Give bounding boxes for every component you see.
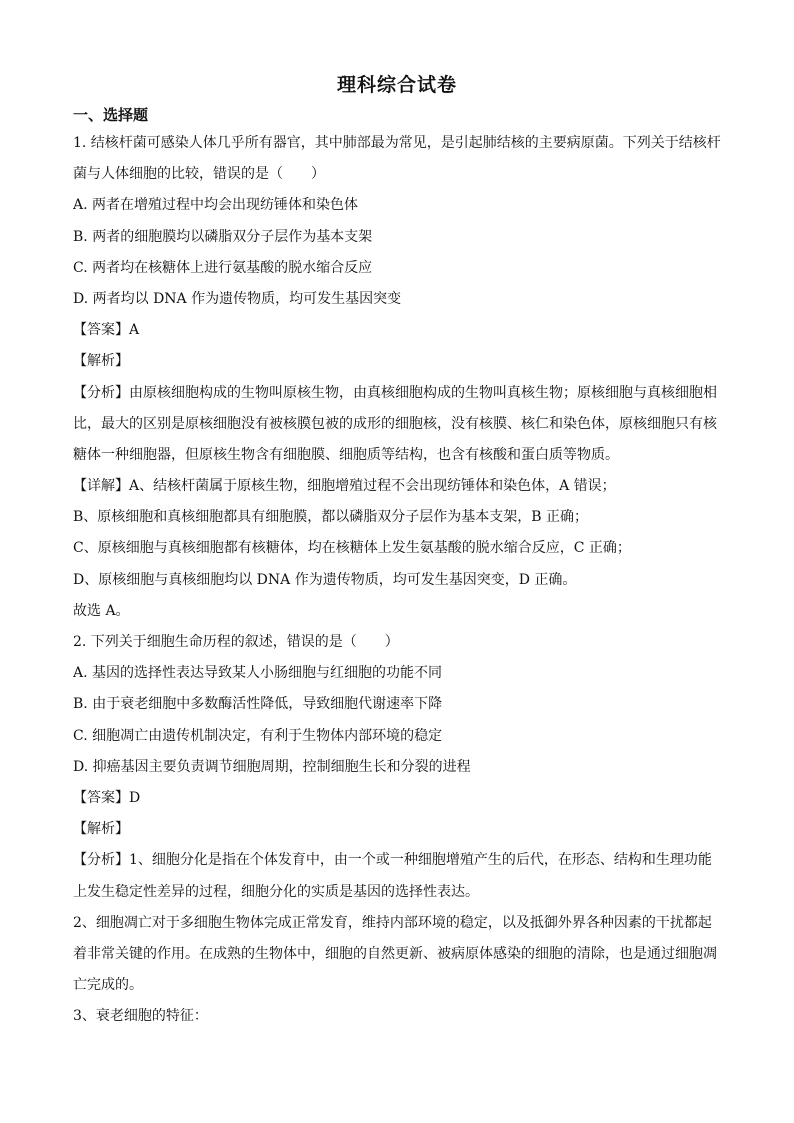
answer-line: 【答案】A	[73, 322, 140, 339]
text-line: 2、细胞凋亡对于多细胞生物体完成正常发育，维持内部环境的稳定，以及抵御外界各种因素的干扰都起	[73, 914, 712, 931]
option-line: C. 细胞凋亡由遗传机制决定，有利于生物体内部环境的稳定	[73, 727, 443, 744]
option-line: A. 基因的选择性表达导致某人小肠细胞与红细胞的功能不同	[73, 665, 443, 682]
text-line: 【分析】1、细胞分化是指在个体发育中，由一个或一种细胞增殖产生的后代，在形态、结构和生理功能	[73, 852, 712, 869]
text-line: 故选 A。	[73, 602, 130, 619]
text-line: 上发生稳定性差异的过程，细胞分化的实质是基因的选择性表达。	[73, 883, 479, 900]
option-line: D. 两者均以 DNA 作为遗传物质，均可发生基因突变	[73, 290, 402, 307]
analysis-label: 【解析】	[73, 821, 129, 838]
text-line: C、原核细胞与真核细胞都有核糖体，均在核糖体上发生氨基酸的脱水缩合反应，C 正确；	[73, 540, 631, 557]
text-line: 糖体一种细胞器，但原核生物含有细胞膜、细胞质等结构，也含有核酸和蛋白质等物质。	[73, 446, 619, 463]
text-line: 亡完成的。	[73, 977, 143, 994]
text-line: 【分析】由原核细胞构成的生物叫原核生物，由真核细胞构成的生物叫真核生物；原核细胞与真核细胞相	[73, 384, 717, 401]
analysis-label: 【解析】	[73, 353, 129, 370]
text-line: 菌与人体细胞的比较，错误的是（ ）	[73, 166, 325, 183]
text-line: 3、衰老细胞的特征：	[73, 1008, 208, 1025]
answer-line: 【答案】D	[73, 789, 141, 806]
text-line: B、原核细胞和真核细胞都具有细胞膜，都以磷脂双分子层作为基本支架，B 正确；	[73, 509, 589, 526]
option-line: A. 两者在增殖过程中均会出现纺锤体和染色体	[73, 197, 359, 214]
text-line: D、原核细胞与真核细胞均以 DNA 作为遗传物质，均可发生基因突变，D 正确。	[73, 571, 577, 588]
text-line: 【详解】A、结核杆菌属于原核生物，细胞增殖过程不会出现纺锤体和染色体，A 错误；	[73, 478, 616, 495]
text-line: 2. 下列关于细胞生命历程的叙述，错误的是（ ）	[73, 634, 399, 650]
text-line: 着非常关键的作用。在成熟的生物体中，细胞的自然更新、被病原体感染的细胞的清除，也是通过细胞凋	[73, 945, 717, 962]
document-body	[73, 128, 733, 1032]
option-line: B. 两者的细胞膜均以磷脂双分子层作为基本支架	[73, 228, 373, 245]
section-heading: 一、选择题	[73, 106, 149, 124]
option-line: D. 抑癌基因主要负责调节细胞周期，控制细胞生长和分裂的进程	[73, 758, 471, 775]
option-line: C. 两者均在核糖体上进行氨基酸的脱水缩合反应	[73, 259, 373, 276]
text-line: 比，最大的区别是原核细胞没有被核膜包被的成形的细胞核，没有核膜、核仁和染色体，原核细胞只有核	[73, 415, 717, 432]
option-line: B. 由于衰老细胞中多数酶活性降低，导致细胞代谢速率下降	[73, 696, 443, 713]
page-title: 理科综合试卷	[336, 74, 457, 96]
text-line: 1. 结核杆菌可感染人体几乎所有器官，其中肺部最为常见，是引起肺结核的主要病原菌。下列关于结核杆	[73, 135, 721, 151]
